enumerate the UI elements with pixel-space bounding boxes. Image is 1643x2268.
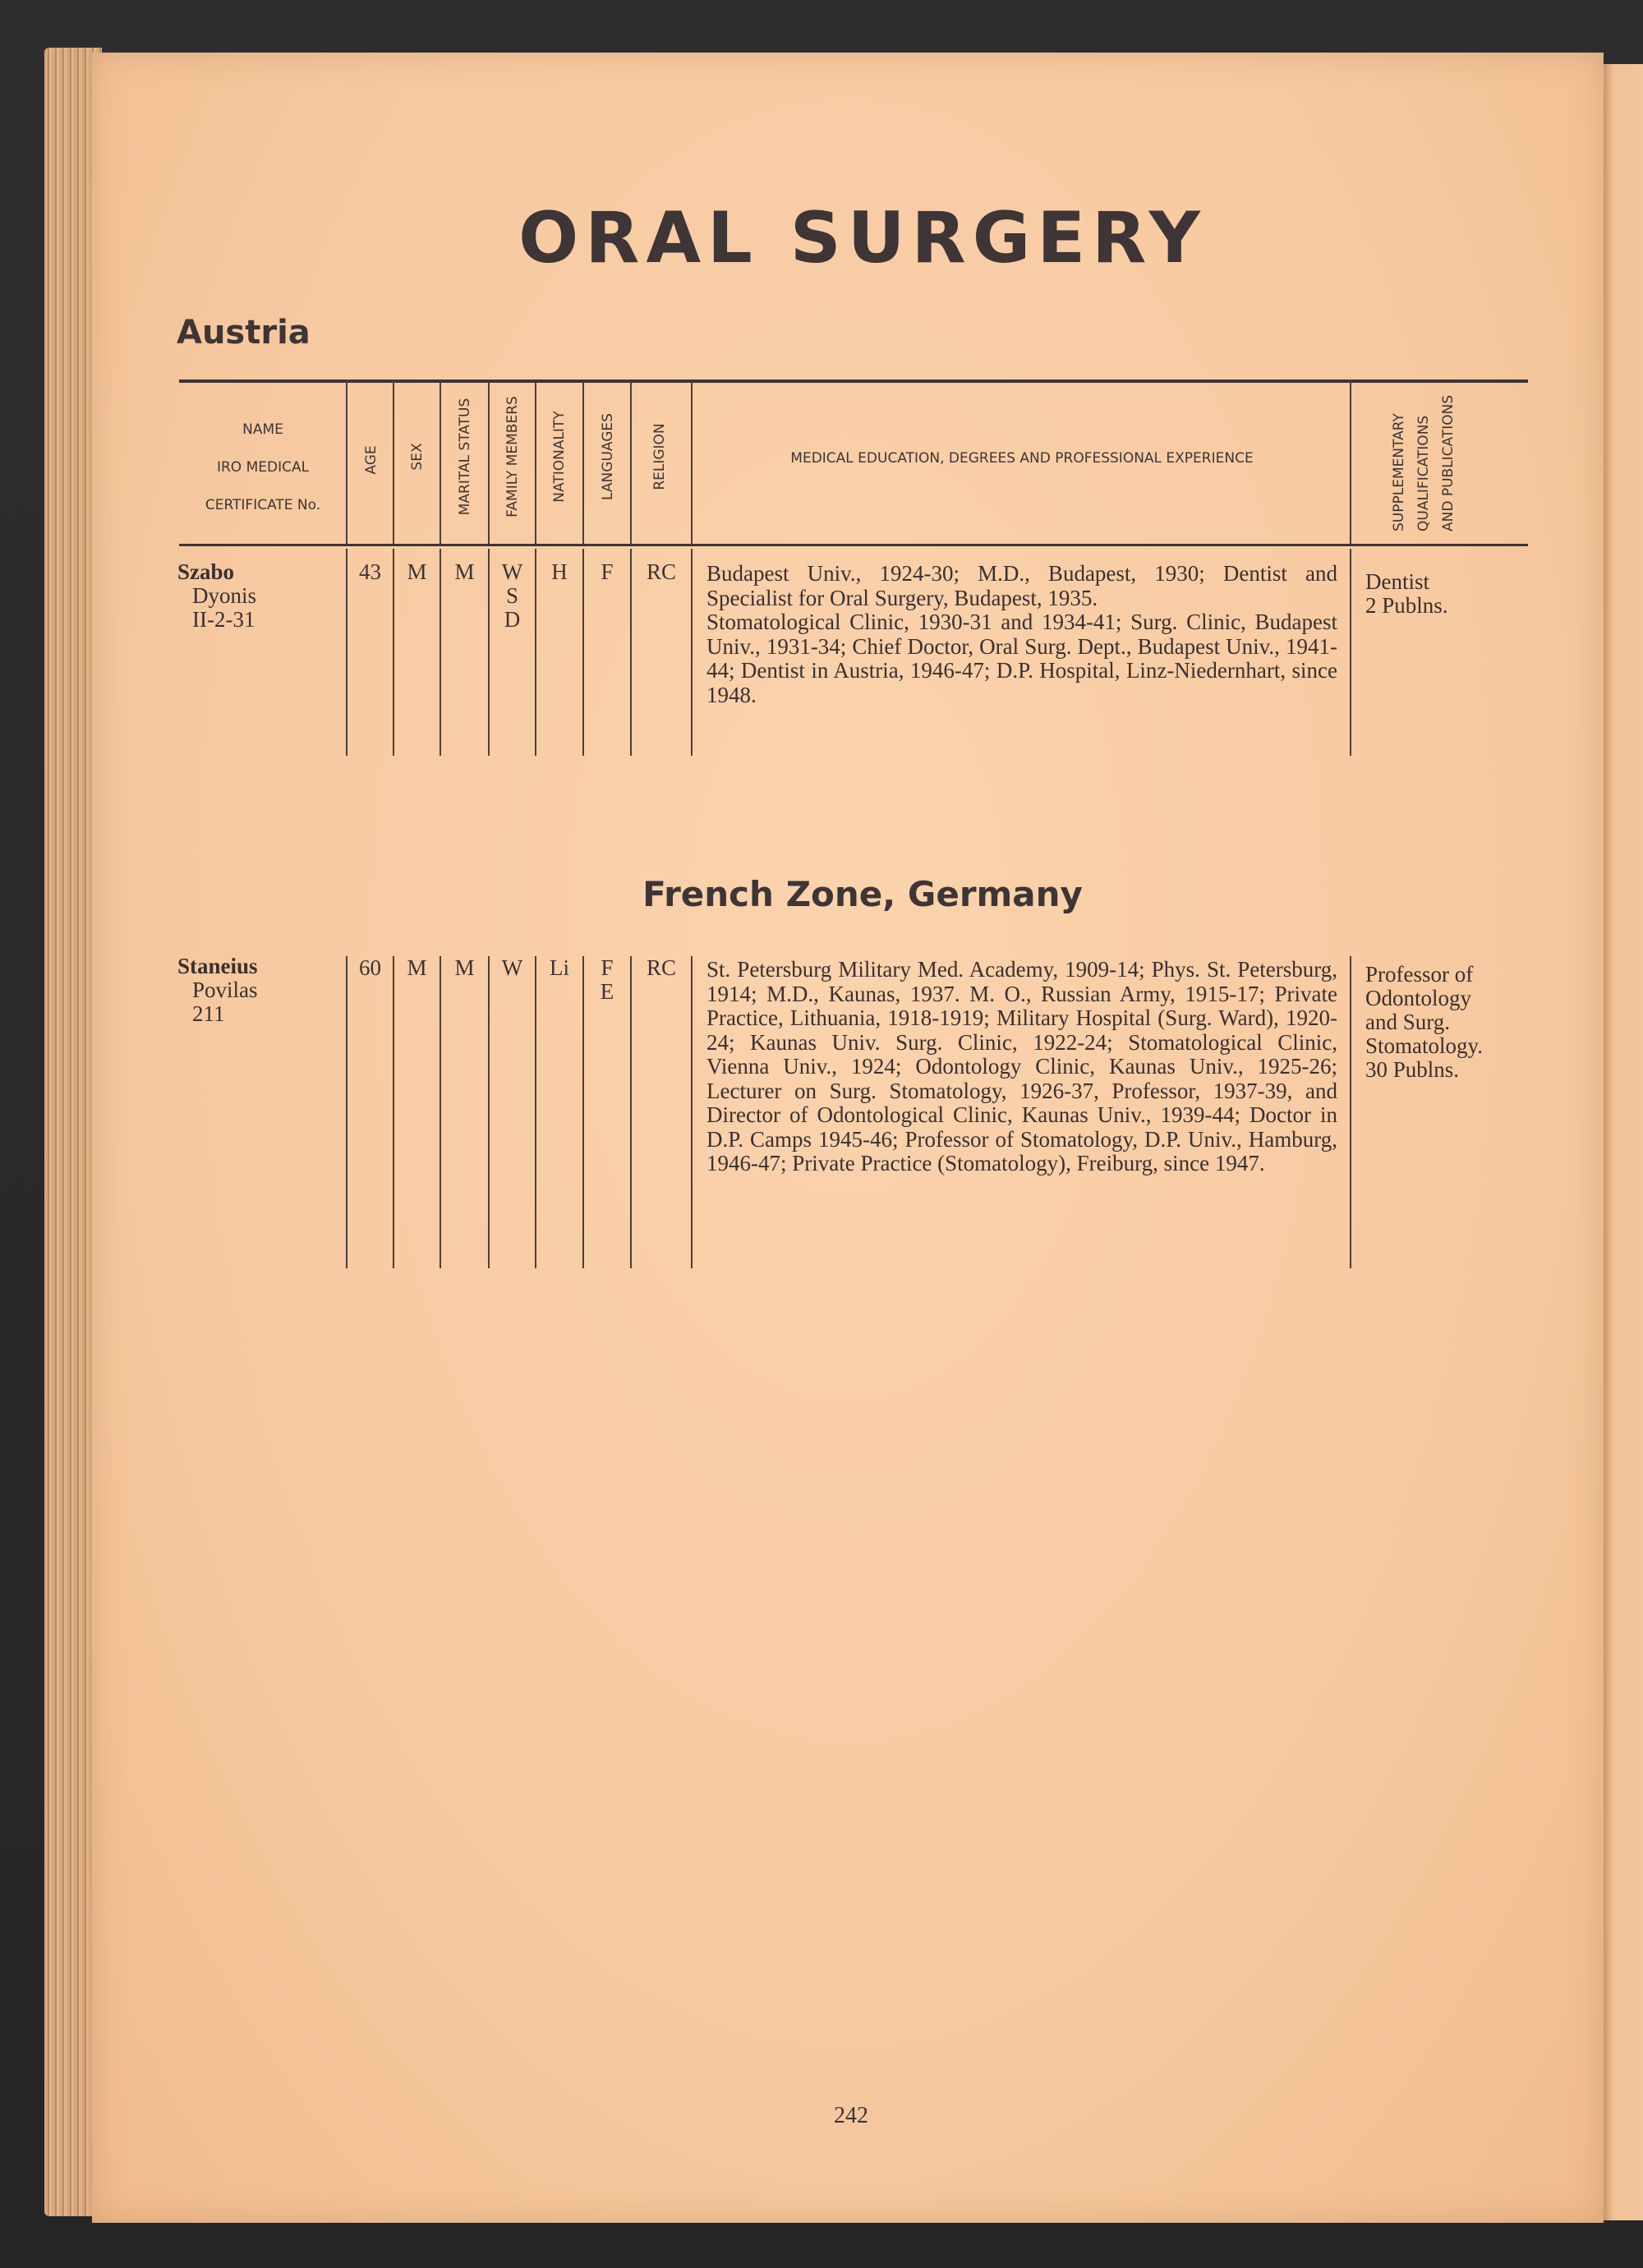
entry-languages: F	[601, 559, 614, 584]
header-divider	[535, 381, 536, 544]
column-divider	[691, 956, 693, 1268]
entry-nationality: H	[551, 559, 568, 584]
entry-given-name: Povilas	[192, 978, 258, 1002]
entry-languages: F E	[600, 955, 614, 1004]
column-divider	[440, 956, 441, 1268]
entry-marital-status: M	[454, 559, 475, 584]
column-divider	[582, 549, 584, 756]
header-medical-education: MEDICAL EDUCATION, DEGREES AND PROFESSIONAL EXPERIENCE	[790, 450, 1254, 467]
entry-age: 60	[359, 955, 381, 980]
page-title: ORAL SURGERY	[518, 197, 1207, 279]
experience-paragraph: St. Petersburg Military Med. Academy, 1909-14; Phys. St. Petersburg, 1914; M.D., Kaunas, 1937. M. O., Russian Army, 1915-17; Private Practice, Lithuania, 1918-1919; Military Hospital (Surg. Ward), 1920-24; Kaunas Univ. Surg. Clinic, 1922-24; Stomatological Clinic, Vienna Univ., 1924; Odontology Clinic, Kaunas Univ., 1925-26; Lecturer on Surg. Stomatology, 1926-37, Professor, 1937-39, and Director of Odontological Clinic, Kaunas Univ., 1939-44; Doctor in D.P. Camps 1945-46; Professor of Stomatology, D.P. Univ., Hamburg, 1946-47; Private Practice (Stomatology), Freiburg, since 1947.	[706, 957, 1337, 1175]
column-divider	[1350, 549, 1351, 756]
header-divider	[393, 381, 394, 544]
experience-paragraph: Budapest Univ., 1924-30; M.D., Budapest, 1930; Dentist and Specialist for Oral Surgery, Budapest, 1935.	[706, 561, 1337, 610]
experience-paragraph: Stomatological Clinic, 1930-31 and 1934-41; Surg. Clinic, Budapest Univ., 1931-34; Chief Doctor, Oral Surg. Dept., Budapest Univ., 1941-44; Dentist in Austria, 1946-47; D.P. Hospital, Linz-Niedernhart, since 1948.	[706, 610, 1337, 707]
entry-religion: RC	[646, 559, 677, 584]
column-divider	[440, 549, 441, 756]
entry-age: 43	[359, 559, 381, 584]
header-divider	[691, 381, 693, 544]
section-heading-french-zone: French Zone, Germany	[642, 874, 1083, 914]
table-header-rule	[179, 544, 1528, 546]
entry-surname: Szabo	[177, 559, 235, 584]
entry-sex: M	[407, 559, 427, 584]
entry-experience	[706, 562, 1337, 707]
header-divider	[346, 381, 347, 544]
entry-supplementary: Professor of Odontology and Surg. Stomatology. 30 Publns.	[1365, 962, 1484, 1082]
column-divider	[488, 956, 490, 1268]
entry-name-block	[177, 560, 256, 632]
entry-family-members: W S D	[501, 559, 523, 632]
column-divider	[393, 549, 394, 756]
entry-supplementary: Dentist 2 Publns.	[1365, 569, 1448, 618]
table-top-rule	[179, 380, 1528, 383]
column-divider	[488, 549, 490, 756]
header-name-certificate: NAME IRO MEDICAL CERTIFICATE No.	[205, 421, 321, 513]
column-divider	[346, 549, 347, 756]
header-divider	[488, 381, 490, 544]
entry-certificate: II-2-31	[192, 607, 255, 632]
column-divider	[1350, 956, 1351, 1268]
section-heading-austria: Austria	[177, 314, 311, 352]
column-divider	[691, 549, 693, 756]
entry-family-members: W	[501, 955, 523, 980]
entry-name-block	[177, 955, 258, 1026]
column-divider	[630, 549, 632, 756]
column-divider	[393, 956, 394, 1268]
entry-religion: RC	[646, 955, 677, 980]
column-divider	[630, 956, 632, 1268]
entry-given-name: Dyonis	[192, 583, 257, 608]
entry-experience	[706, 958, 1337, 1176]
entry-certificate: 211	[192, 1001, 225, 1026]
entry-sex: M	[407, 955, 427, 980]
column-divider	[582, 956, 584, 1268]
column-divider	[535, 549, 536, 756]
page-number: 242	[834, 2103, 868, 2128]
facing-page-edge	[1604, 64, 1643, 2220]
entry-surname: Staneius	[177, 954, 258, 978]
header-divider	[630, 381, 632, 544]
header-divider	[582, 381, 584, 544]
column-divider	[535, 956, 536, 1268]
entry-nationality: Li	[550, 955, 569, 980]
header-divider	[440, 381, 441, 544]
column-divider	[346, 956, 347, 1268]
entry-marital-status: M	[454, 955, 475, 980]
